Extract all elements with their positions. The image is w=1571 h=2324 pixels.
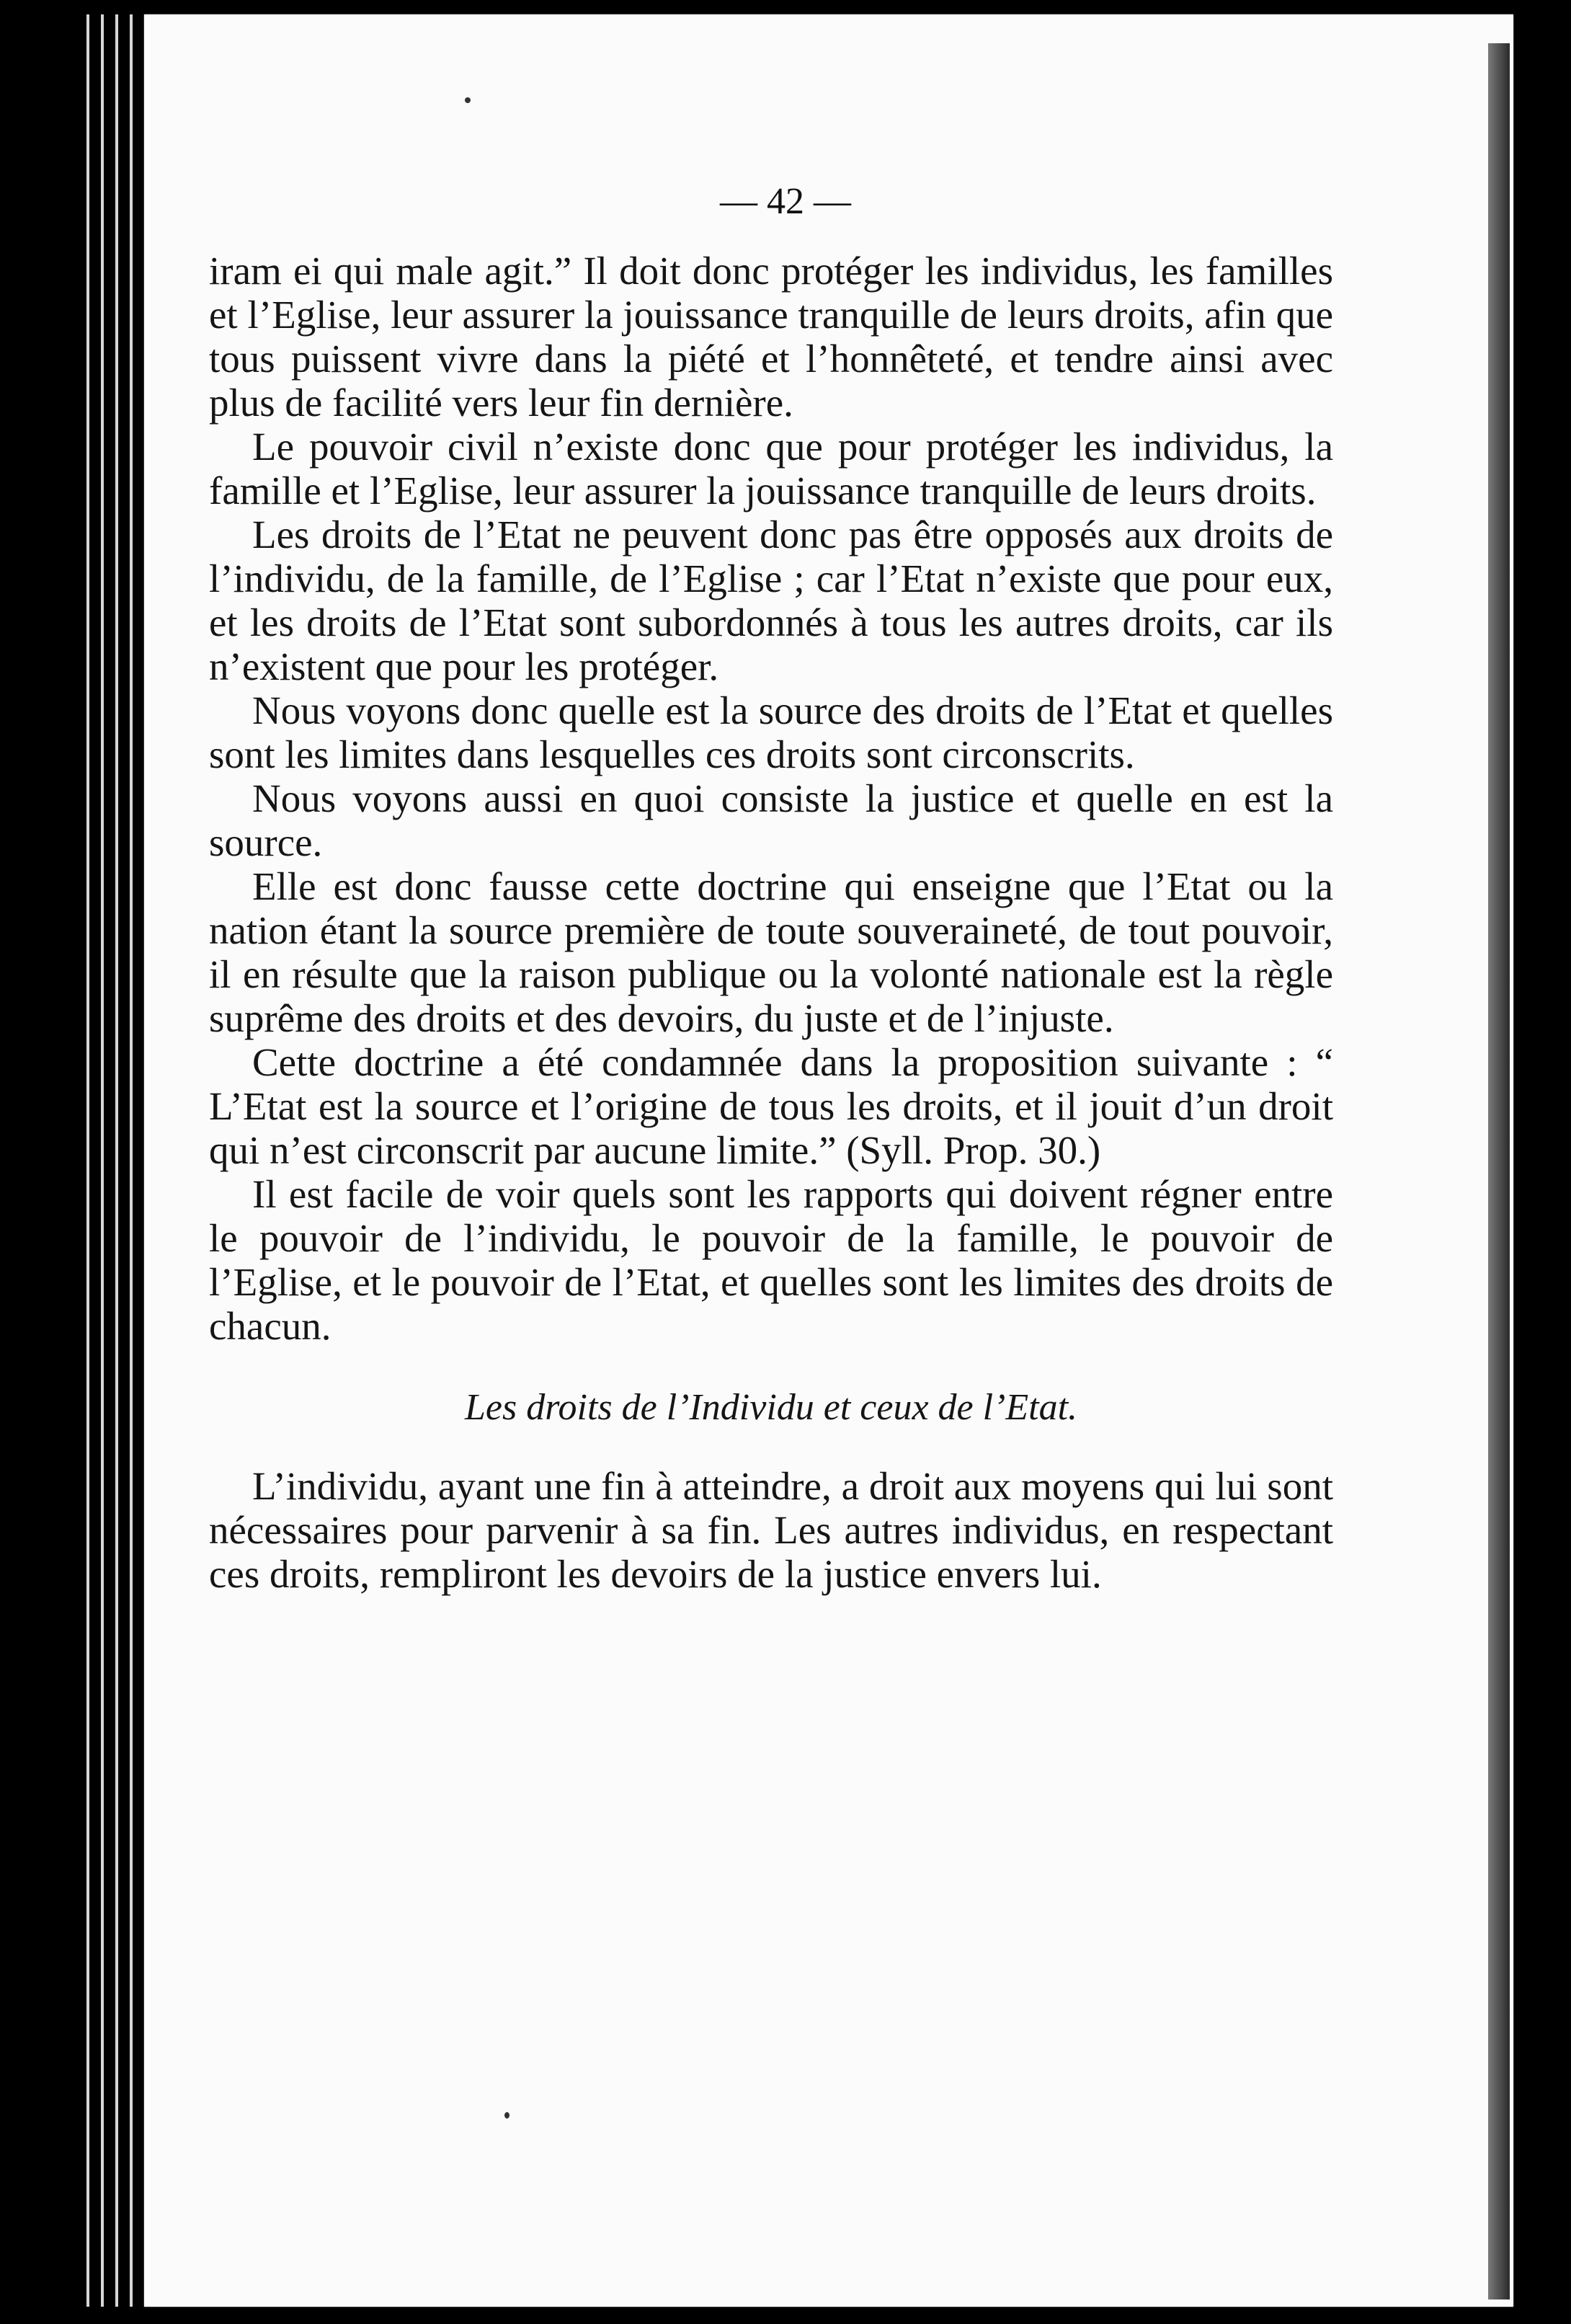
page-body	[209, 249, 1333, 1596]
paragraph: Nous voyons donc quelle est la source des droits de l’Etat et quelles sont les limites dans lesquelles ces droits sont circonscrits.	[209, 688, 1333, 776]
page-edge	[115, 14, 118, 2307]
paragraph: Le pouvoir civil n’existe donc que pour protéger les individus, la famille et l’Eglise, leur assurer la jouissance tranquille de leurs droits.	[209, 425, 1333, 513]
paragraph: Il est facile de voir quels sont les rapports qui doivent régner entre le pouvoir de l’individu, le pouvoir de la famille, le pouvoir de l’Eglise, et le pouvoir de l’Etat, et quelles sont les limites des droits de chacun.	[209, 1172, 1333, 1348]
paragraph: Nous voyons aussi en quoi consiste la justice et quelle en est la source.	[209, 776, 1333, 864]
paragraph: iram ei qui male agit.” Il doit donc protéger les individus, les familles et l’Eglise, leur assurer la jouissance tranquille de leurs droits, afin que tous puissent vivre dans la piété et l’honnêteté, et tendre ainsi avec plus de facilité vers leur fin dernière.	[209, 249, 1333, 425]
paragraph: Les droits de l’Etat ne peuvent donc pas être opposés aux droits de l’individu, de la famille, de l’Eglise ; car l’Etat n’existe que pour eux, et les droits de l’Etat sont subordonnés à tous les autres droits, car ils n’existent que pour les protéger.	[209, 513, 1333, 688]
page-edge	[130, 14, 133, 2307]
paragraph: Cette doctrine a été condamnée dans la proposition suivante : “ L’Etat est la source et l’origine de tous les droits, et il jouit d’un droit qui n’est circonscrit par aucune limite.” (Syll. Prop. 30.)	[209, 1040, 1333, 1172]
section-heading: Les droits de l’Individu et ceux de l’Etat.	[464, 1387, 1078, 1428]
page-edge	[101, 14, 104, 2307]
scan-speck	[504, 2112, 509, 2119]
page-number	[0, 180, 1571, 223]
paragraph: L’individu, ayant une fin à atteindre, a droit aux moyens qui lui sont nécessaires pour parvenir à sa fin. Les autres individus, en respectant ces droits, rempliront les devoirs de la justice envers lui.	[209, 1464, 1333, 1596]
page-edge	[86, 14, 89, 2307]
scan-speck	[465, 97, 471, 103]
page-number-text: — 42 —	[720, 181, 851, 222]
paragraph: Elle est donc fausse cette doctrine qui enseigne que l’Etat ou la nation étant la source première de toute souveraineté, de tout pouvoir, il en résulte que la raison publique ou la volonté nationale est la règle suprême des droits et des devoirs, du juste et de l’injuste.	[209, 864, 1333, 1040]
page-binding	[1488, 43, 1510, 2299]
